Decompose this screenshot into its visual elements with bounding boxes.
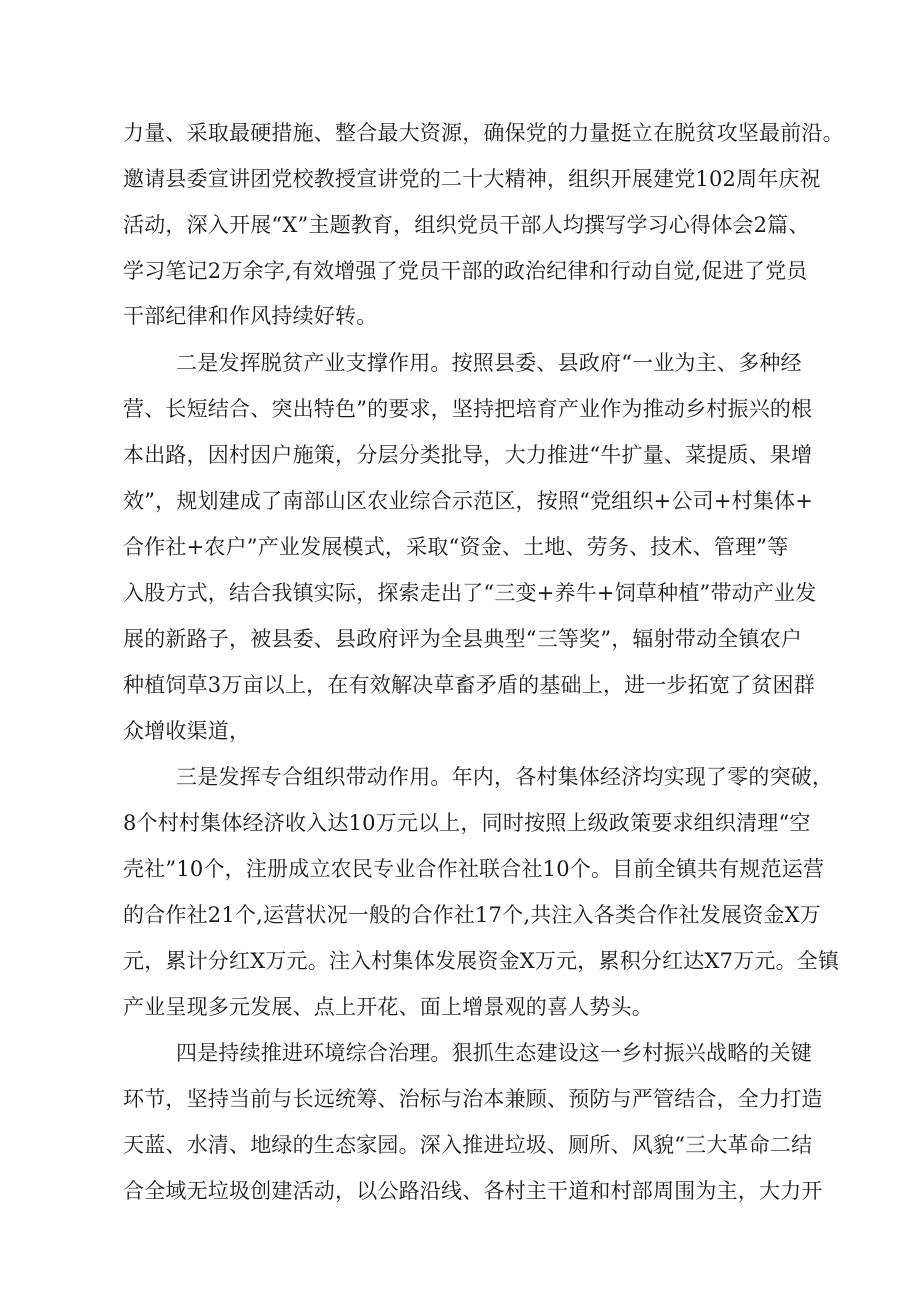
paragraph-4-line-2: 环节，坚持当前与长远统筹、治标与治本兼顾、预防与严管结合，全力打造 xyxy=(123,1087,823,1111)
paragraph-2-line-9: 众增收渠道， xyxy=(123,719,251,743)
paragraph-3-line-1: 三是发挥专合组织带动作用。年内，各村集体经济均实现了零的突破， xyxy=(176,765,834,789)
paragraph-3-line-5: 元，累计分红X万元。注入村集体发展资金X万元，累积分红达X7万元。全镇 xyxy=(123,949,840,973)
paragraph-2-line-4: 效”，规划建成了南部山区农业综合示范区，按照“党组织+公司+村集体+ xyxy=(123,489,814,513)
text-line-3: 活动，深入开展“X”主题教育，组织党员干部人均撰写学习心得体会2篇、 xyxy=(123,213,810,237)
paragraph-2-line-3: 本出路，因村因户施策，分层分类批导，大力推进“牛扩量、菜提质、果增 xyxy=(123,443,813,467)
paragraph-4-line-4: 合全域无垃圾创建活动，以公路沿线、各村主干道和村部周围为主，大力开 xyxy=(123,1179,823,1203)
text-line-5: 干部纪律和作风持续好转。 xyxy=(123,304,378,328)
paragraph-3-line-4: 的合作社21个,运营状况一般的合作社17个,共注入各类合作社发展资金X万 xyxy=(123,903,821,927)
paragraph-3-line-2: 8个村村集体经济收入达10万元以上，同时按照上级政策要求组织清理“空 xyxy=(123,811,811,835)
paragraph-2-line-1: 二是发挥脱贫产业支撑作用。按照县委、县政府“一业为主、多种经 xyxy=(176,351,802,375)
paragraph-3-line-3: 壳社”10个，注册成立农民专业合作社联合社10个。目前全镇共有规范运营 xyxy=(123,857,825,881)
paragraph-4-line-3: 天蓝、水清、地绿的生态家园。深入推进垃圾、厕所、风貌“三大革命二结 xyxy=(123,1133,813,1157)
paragraph-2-line-6: 入股方式，结合我镇实际，探索走出了“三变+养牛+饲草种植”带动产业发 xyxy=(123,581,817,605)
paragraph-4-line-1: 四是持续推进环境综合治理。狠抓生态建设这一乡村振兴战略的关键 xyxy=(176,1041,812,1065)
text-line-1: 力量、采取最硬措施、整合最大资源，确保党的力量挺立在脱贫攻坚最前沿。 xyxy=(123,121,844,145)
paragraph-2-line-5: 合作社+农户”产业发展模式，采取“资金、土地、劳务、技术、管理”等 xyxy=(123,535,789,559)
paragraph-2-line-8: 种植饲草3万亩以上，在有效解决草畜矛盾的基础上，进一步拓宽了贫困群 xyxy=(123,673,815,697)
paragraph-2-line-7: 展的新路子，被县委、县政府评为全县典型“三等奖”，辐射带动全镇农户 xyxy=(123,627,803,651)
text-line-2: 邀请县委宣讲团党校教授宣讲党的二十大精神，组织开展建党102周年庆祝 xyxy=(123,167,821,191)
paragraph-3-line-6: 产业呈现多元发展、点上开花、面上增景观的喜人势头。 xyxy=(123,995,653,1019)
paragraph-2-line-2: 营、长短结合、突出特色”的要求，坚持把培育产业作为推动乡村振兴的根 xyxy=(123,397,813,421)
text-line-4: 学习笔记2万余字,有效增强了党员干部的政治纪律和行动自觉,促进了党员 xyxy=(123,259,808,283)
